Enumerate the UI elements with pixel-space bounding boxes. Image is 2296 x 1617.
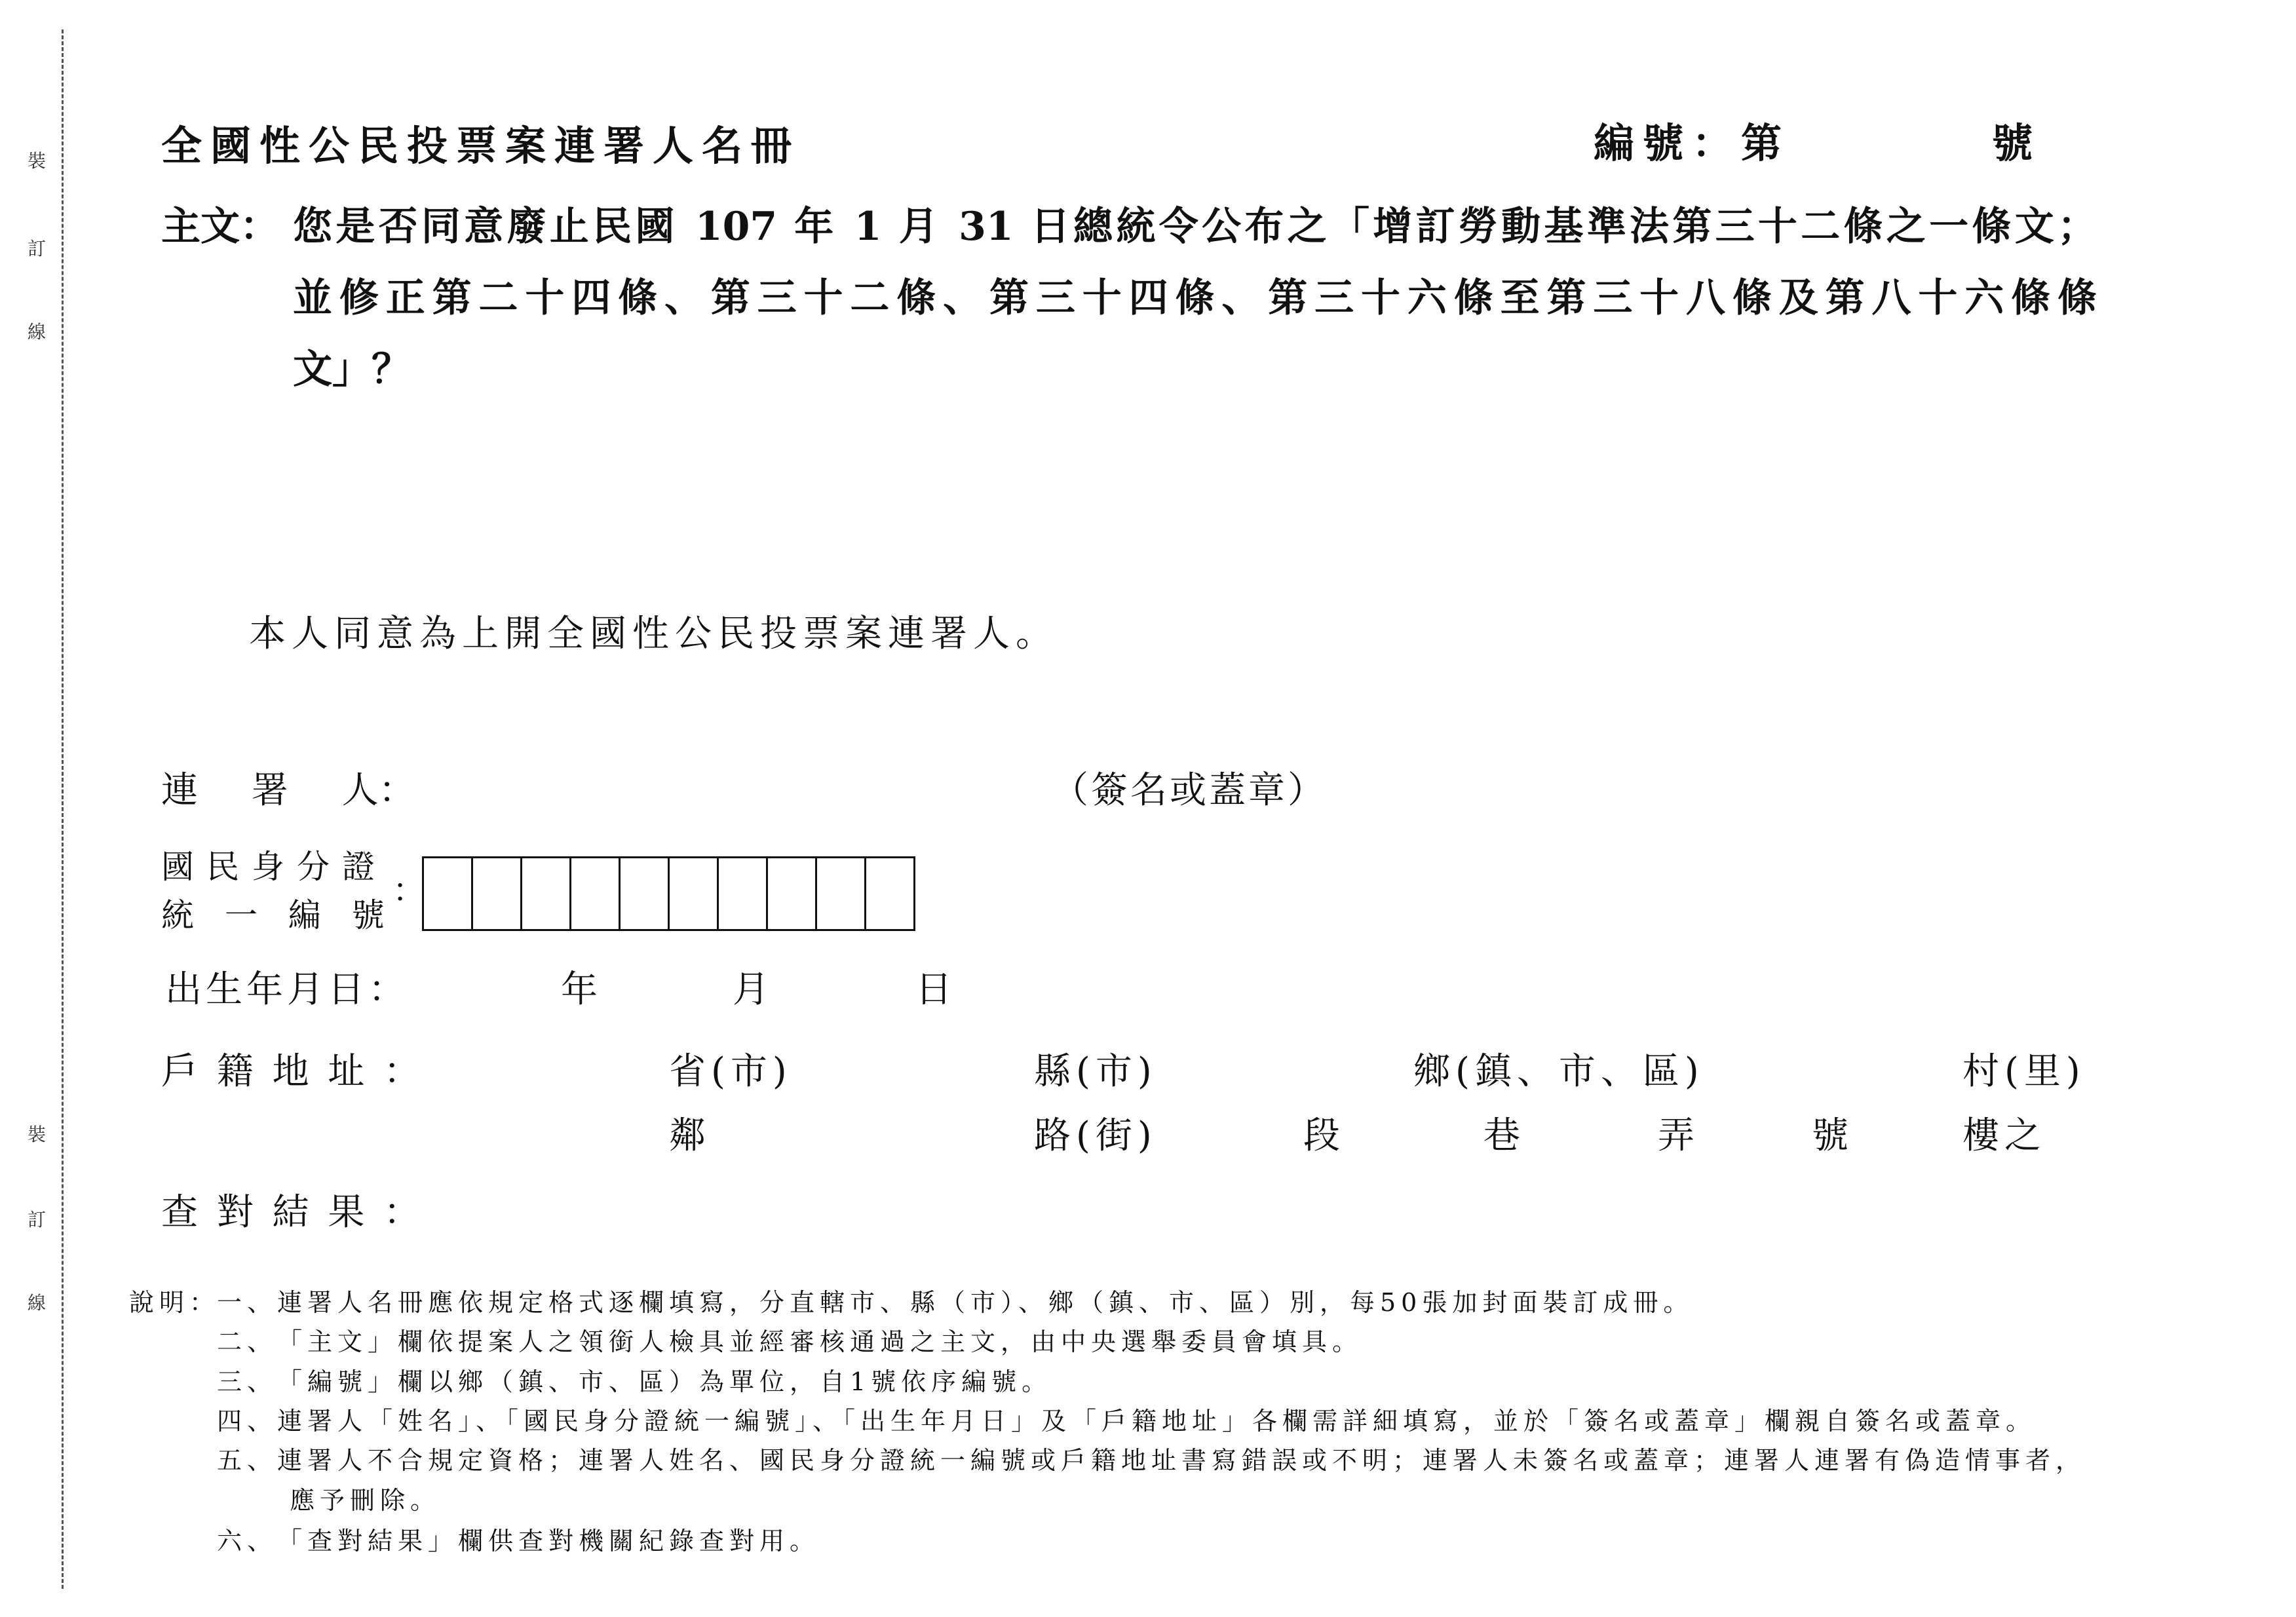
note-marker: 六、	[217, 1527, 278, 1555]
address-county-unit: 縣(市)	[1034, 1050, 1157, 1093]
id-number-boxes	[422, 856, 915, 931]
main-text-line: 並修正第二十四條、第三十二條、第三十四條、第三十六條至第三十八條及第八十六條條	[293, 275, 2097, 321]
binding-mark: 訂	[28, 238, 47, 259]
note-marker: 三、	[217, 1367, 278, 1396]
address-road-unit: 路(街)	[1034, 1114, 1157, 1157]
notes-heading: 說明：	[129, 1288, 220, 1317]
binding-mark: 線	[28, 1292, 47, 1314]
id-digit-box	[424, 858, 473, 929]
main-text-label: 主文：	[161, 204, 279, 250]
verification-label: 查 對 結 果 ：	[161, 1191, 421, 1234]
address-province-unit: 省(市)	[669, 1050, 792, 1093]
binding-dashed-line	[62, 29, 64, 1589]
address-alley-unit: 弄	[1658, 1114, 1700, 1157]
id-label-line-1: 國民身分證	[161, 848, 387, 886]
note-text: 「查對結果」欄供查對機關紀錄查對用。	[277, 1527, 820, 1555]
note-text: 「主文」欄依提案人之領銜人檢具並經審核通過之主文，由中央選舉委員會填具。	[277, 1327, 1363, 1356]
note-text: 連署人「姓名」、「國民身分證統一編號」、「出生年月日」及「戶籍地址」各欄需詳細填寫，並於「簽名或蓋章」欄親自簽名或蓋章。	[277, 1407, 2037, 1436]
id-label-line-2: 統 一 編 號	[161, 896, 385, 934]
note-marker: 四、	[217, 1407, 278, 1436]
address-label: 戶 籍 地 址 ：	[161, 1050, 421, 1093]
address-floor-unit: 樓之	[1962, 1114, 2046, 1157]
address-township-unit: 鄉(鎮、市、區)	[1413, 1050, 1704, 1093]
address-neighborhood-unit: 鄰	[669, 1114, 711, 1157]
roster-number-prefix: 編號：第	[1594, 119, 1791, 167]
id-digit-box	[817, 858, 866, 929]
address-section-unit: 段	[1303, 1114, 1345, 1157]
note-marker: 五、	[217, 1446, 278, 1475]
binding-mark: 線	[28, 321, 47, 343]
note-text: 連署人不合規定資格；連署人姓名、國民身分證統一編號或戶籍地址書寫錯誤或不明；連署人未簽名或蓋章；連署人連署有偽造情事者，	[277, 1446, 2086, 1475]
birth-day-unit: 日	[915, 968, 957, 1011]
main-text-body	[293, 191, 2097, 406]
id-digit-box	[719, 858, 768, 929]
document-title: 全國性公民投票案連署人名冊	[161, 122, 801, 170]
roster-number-suffix: 號	[1992, 119, 2042, 167]
note-text: 「編號」欄以鄉（鎮、市、區）為單位，自1號依序編號。	[277, 1367, 1052, 1396]
id-digit-box	[768, 858, 817, 929]
birth-year-unit: 年	[561, 968, 603, 1011]
main-text-line: 您是否同意廢止民國 107 年 1 月 31 日總統令公布之「增訂勞動基準法第三十二條之一條文；	[293, 204, 2097, 250]
consent-statement: 本人同意為上開全國性公民投票案連署人。	[249, 613, 1058, 655]
id-digit-box	[621, 858, 670, 929]
birth-date-label: 出生年月日：	[165, 968, 409, 1011]
binding-mark: 裝	[28, 1124, 47, 1145]
id-digit-box	[571, 858, 621, 929]
signature-hint: （簽名或蓋章）	[1052, 769, 1327, 812]
note-text-continuation: 應予刪除。	[290, 1486, 441, 1515]
note-marker: 一、	[217, 1288, 278, 1317]
birth-month-unit: 月	[733, 968, 775, 1011]
id-digit-box	[670, 858, 719, 929]
main-text-line: 文」？	[293, 347, 411, 392]
id-label-colon: ：	[392, 871, 425, 909]
note-text: 連署人名冊應依規定格式逐欄填寫，分直轄市、縣（市）、鄉（鎮、市、區）別，每50張加封面裝訂成冊。	[277, 1288, 1694, 1317]
id-digit-box	[866, 858, 913, 929]
id-digit-box	[522, 858, 571, 929]
binding-mark: 訂	[28, 1209, 47, 1230]
address-lane-unit: 巷	[1483, 1114, 1525, 1157]
binding-mark: 裝	[28, 150, 47, 172]
id-digit-box	[473, 858, 522, 929]
signer-label: 連 署 人：	[161, 769, 415, 812]
address-village-unit: 村(里)	[1962, 1050, 2086, 1093]
note-marker: 二、	[217, 1327, 278, 1356]
address-number-unit: 號	[1812, 1114, 1854, 1157]
